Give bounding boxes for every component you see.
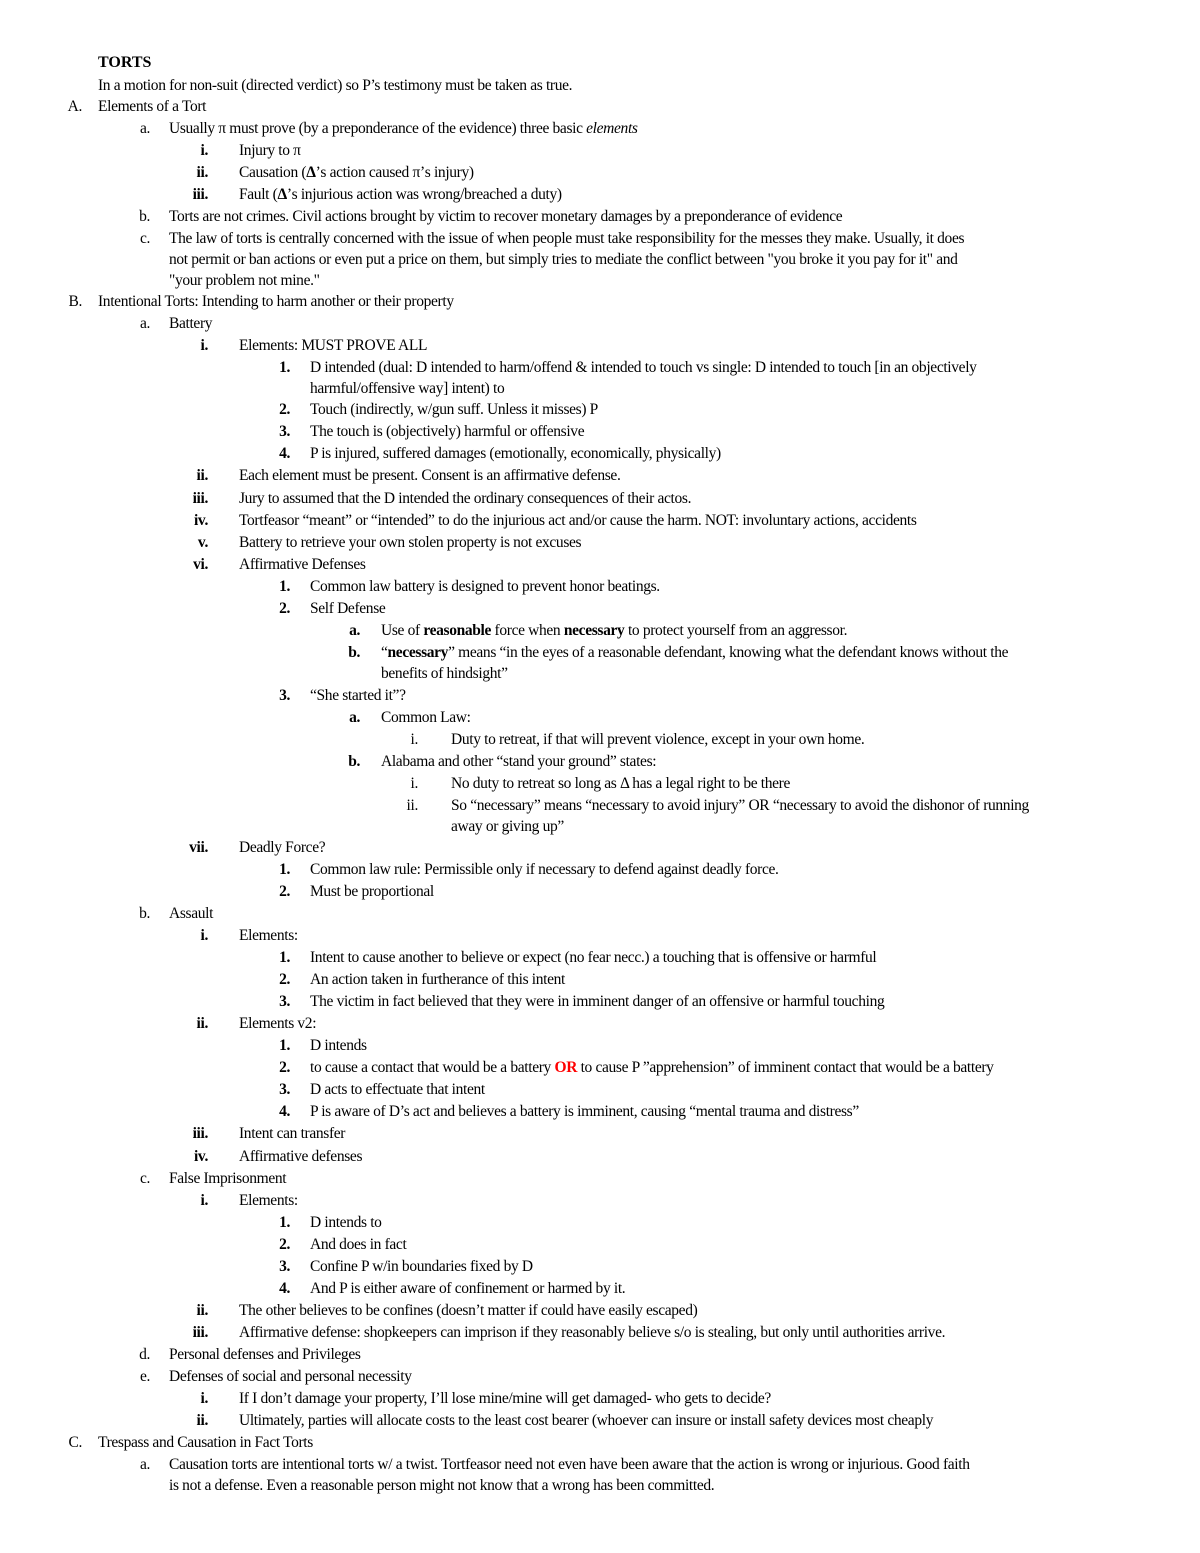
text-span: “: [381, 644, 388, 661]
text-span: force when: [491, 622, 564, 639]
list-marker: a.: [139, 1456, 150, 1473]
list-item: Torts are not crimes. Civil actions brought by victim to recover monetary damages by a preponderance of evidence: [169, 208, 843, 225]
list-item: Jury to assumed that the D intended the ordinary consequences of their actos.: [239, 490, 692, 507]
list-marker: a.: [139, 315, 150, 332]
list-item: [239, 162, 474, 184]
text-span: to protect yourself from an aggressor.: [624, 622, 848, 639]
list-item: Elements:: [239, 1192, 298, 1209]
text-span: Fault (: [239, 186, 278, 203]
list-item: Causation torts are intentional torts w/ a twist. Tortfeasor need not even have been aware that the action is wrong or injurious. Good faith: [169, 1456, 970, 1473]
list-item: Elements v2:: [239, 1015, 317, 1032]
list-marker: b.: [139, 208, 150, 225]
list-marker: b.: [348, 644, 360, 661]
emphasis-text: elements: [586, 120, 638, 137]
text-span: ’s injurious action was wrong/breached a duty): [286, 186, 562, 203]
list-item: Alabama and other “stand your ground” states:: [381, 753, 657, 770]
list-marker: 3.: [279, 423, 290, 440]
list-marker: 1.: [279, 1214, 290, 1231]
list-item: And P is either aware of confinement or harmed by it.: [310, 1280, 626, 1297]
list-marker: ii.: [196, 1412, 208, 1429]
list-item-continuation: harmful/offensive way] intent) to: [310, 380, 505, 397]
list-marker: 2.: [279, 883, 290, 900]
list-item: Confine P w/in boundaries fixed by D: [310, 1258, 533, 1275]
list-marker: C.: [68, 1434, 82, 1451]
list-marker: vi.: [193, 556, 208, 573]
list-marker: 1.: [279, 949, 290, 966]
list-item: Each element must be present. Consent is an affirmative defense.: [239, 467, 621, 484]
list-marker: b.: [348, 753, 360, 770]
text-span: to cause P ”apprehension” of imminent contact that would be a battery: [577, 1059, 994, 1076]
list-item-continuation: is not a defense. Even a reasonable person might not know that a wrong has been committed.: [169, 1477, 715, 1494]
list-marker: A.: [67, 98, 82, 115]
text-span: ” means “in the eyes of a reasonable defendant, knowing what the defendant knows without the: [448, 644, 1009, 661]
list-item: Duty to retreat, if that will prevent violence, except in your own home.: [451, 731, 865, 748]
bold-text: necessary: [563, 622, 625, 639]
list-item: Common law rule: Permissible only if necessary to defend against deadly force.: [310, 861, 779, 878]
text-span: ’s action caused π’s injury): [315, 164, 474, 181]
subheading-battery: Battery: [169, 315, 213, 332]
list-marker: 1.: [279, 359, 290, 376]
list-marker: v.: [197, 534, 208, 551]
list-item-continuation: "your problem not mine.": [169, 272, 320, 289]
text-span: to cause a contact that would be a battery: [310, 1059, 555, 1076]
list-marker: a.: [349, 622, 360, 639]
list-item: Elements: MUST PROVE ALL: [239, 337, 428, 354]
list-marker: 3.: [279, 687, 290, 704]
section-heading-a: Elements of a Tort: [98, 98, 207, 115]
list-item: Battery to retrieve your own stolen property is not excuses: [239, 534, 582, 551]
text-span: Use of: [381, 622, 424, 639]
bold-text: Δ: [277, 186, 287, 203]
list-item: Elements:: [239, 927, 298, 944]
list-marker: 2.: [279, 600, 290, 617]
list-marker: i.: [200, 927, 208, 944]
list-item-continuation: benefits of hindsight”: [381, 665, 508, 682]
list-item: The victim in fact believed that they were in imminent danger of an offensive or harmful touching: [310, 993, 885, 1010]
subheading-personal-defenses: Personal defenses and Privileges: [169, 1346, 361, 1363]
list-item: D intended (dual: D intended to harm/offend & intended to touch vs single: D intended to touch [in an objectively: [310, 359, 977, 376]
list-marker: e.: [139, 1368, 150, 1385]
list-marker: a.: [349, 709, 360, 726]
list-item: [310, 1057, 994, 1079]
list-marker: iv.: [193, 1148, 208, 1165]
list-item: Intent can transfer: [239, 1125, 346, 1142]
list-marker: 3.: [279, 1258, 290, 1275]
list-item: Injury to π: [239, 142, 301, 159]
list-item: If I don’t damage your property, I’ll lose mine/mine will get damaged- who gets to decide?: [239, 1390, 771, 1407]
subheading-assault: Assault: [169, 905, 214, 922]
list-item: Intent to cause another to believe or expect (no fear necc.) a touching that is offensive or harmful: [310, 949, 877, 966]
list-marker: iii.: [192, 1125, 208, 1142]
list-item: The other believes to be confines (doesn’t matter if could have easily escaped): [239, 1302, 698, 1319]
list-marker: iv.: [193, 512, 208, 529]
list-item: Common Law:: [381, 709, 471, 726]
list-marker: 4.: [279, 1280, 290, 1297]
list-item: [169, 118, 638, 140]
subheading-necessity: Defenses of social and personal necessity: [169, 1368, 412, 1385]
list-marker: 2.: [279, 401, 290, 418]
list-item: D intends to: [310, 1214, 382, 1231]
list-item: So “necessary” means “necessary to avoid injury” OR “necessary to avoid the dishonor of running: [451, 797, 1029, 814]
list-item: Affirmative Defenses: [239, 556, 366, 573]
list-item: “She started it”?: [310, 687, 406, 704]
list-item: Tortfeasor “meant” or “intended” to do the injurious act and/or cause the harm. NOT: involuntary actions, accidents: [239, 512, 917, 529]
list-item: Self Defense: [310, 600, 386, 617]
section-heading-b: Intentional Torts: Intending to harm another or their property: [98, 293, 454, 310]
highlight-or-text: OR: [554, 1059, 578, 1076]
list-marker: c.: [139, 230, 150, 247]
list-marker: ii.: [406, 797, 418, 814]
list-item: [381, 620, 847, 642]
list-item: Ultimately, parties will allocate costs to the least cost bearer (whoever can insure or install safety devices most cheaply: [239, 1412, 934, 1429]
list-marker: B.: [68, 293, 82, 310]
section-heading-c: Trespass and Causation in Fact Torts: [98, 1434, 313, 1451]
list-item: D intends: [310, 1037, 367, 1054]
text-span: Causation (: [239, 164, 307, 181]
list-item-continuation: away or giving up”: [451, 818, 564, 835]
list-marker: i.: [200, 337, 208, 354]
subheading-false-imprisonment: False Imprisonment: [169, 1170, 287, 1187]
list-marker: 2.: [279, 1236, 290, 1253]
list-item: An action taken in furtherance of this intent: [310, 971, 565, 988]
list-marker: ii.: [196, 164, 208, 181]
document-title: TORTS: [98, 54, 152, 71]
list-marker: ii.: [196, 1302, 208, 1319]
list-item: [239, 184, 562, 206]
bold-text: reasonable: [423, 622, 492, 639]
list-item: Must be proportional: [310, 883, 434, 900]
intro-line: In a motion for non-suit (directed verdict) so P’s testimony must be taken as true.: [98, 77, 573, 94]
bold-text: Δ: [306, 164, 316, 181]
list-marker: i.: [200, 142, 208, 159]
list-item: Touch (indirectly, w/gun suff. Unless it misses) P: [310, 401, 598, 418]
list-marker: 3.: [279, 993, 290, 1010]
list-marker: 2.: [279, 1059, 290, 1076]
list-marker: a.: [139, 120, 150, 137]
list-marker: vii.: [189, 839, 208, 856]
list-marker: 4.: [279, 1103, 290, 1120]
list-item: Affirmative defense: shopkeepers can imprison if they reasonably believe s/o is stealing, but only until authorities arrive.: [239, 1324, 946, 1341]
list-item: [381, 642, 1008, 664]
list-marker: ii.: [196, 467, 208, 484]
list-marker: 2.: [279, 971, 290, 988]
list-marker: 4.: [279, 445, 290, 462]
list-marker: i.: [200, 1390, 208, 1407]
list-marker: i.: [410, 731, 418, 748]
list-marker: b.: [139, 905, 150, 922]
list-marker: 3.: [279, 1081, 290, 1098]
list-marker: iii.: [192, 1324, 208, 1341]
bold-text: necessary: [387, 644, 449, 661]
list-marker: 1.: [279, 578, 290, 595]
list-item: The touch is (objectively) harmful or offensive: [310, 423, 585, 440]
list-marker: iii.: [192, 490, 208, 507]
list-marker: d.: [139, 1346, 150, 1363]
list-item: No duty to retreat so long as Δ has a legal right to be there: [451, 775, 790, 792]
list-marker: i.: [200, 1192, 208, 1209]
list-marker: 1.: [279, 861, 290, 878]
list-item: P is injured, suffered damages (emotionally, economically, physically): [310, 445, 721, 462]
list-item: P is aware of D’s act and believes a battery is imminent, causing “mental trauma and distress”: [310, 1103, 859, 1120]
list-item: Common law battery is designed to prevent honor beatings.: [310, 578, 660, 595]
list-marker: i.: [410, 775, 418, 792]
list-item: Affirmative defenses: [239, 1148, 363, 1165]
list-marker: c.: [139, 1170, 150, 1187]
text-span: Usually π must prove (by a preponderance of the evidence) three basic: [169, 120, 587, 137]
list-item-continuation: not permit or ban actions or even put a price on them, but simply tries to mediate the conflict between "you broke it you pay for it" and: [169, 251, 958, 268]
list-item: Deadly Force?: [239, 839, 326, 856]
list-marker: 1.: [279, 1037, 290, 1054]
list-marker: ii.: [196, 1015, 208, 1032]
list-item: And does in fact: [310, 1236, 407, 1253]
list-item: D acts to effectuate that intent: [310, 1081, 485, 1098]
list-item: The law of torts is centrally concerned with the issue of when people must take responsibility for the messes they make. Usually, it does: [169, 230, 965, 247]
list-marker: iii.: [192, 186, 208, 203]
